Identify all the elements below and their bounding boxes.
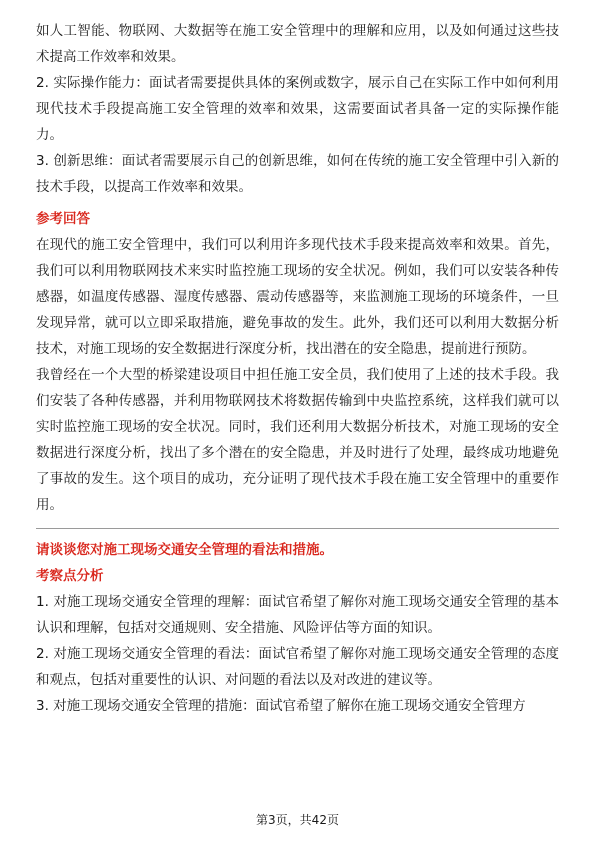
reference-heading: 参考回答 xyxy=(36,211,90,227)
intro-paragraph: 3. 创新思维：面试者需要展示自己的创新思维，如何在传统的施工安全管理中引入新的技术手段，以提高工作效率和效果。 xyxy=(36,153,559,195)
intro-paragraph: 2. 实际操作能力：面试者需要提供具体的案例或数字，展示自己在实际工作中如何利用现代技术手段提高施工安全管理的效率和效果，这需要面试者具备一定的实际操作能力。 xyxy=(36,75,559,143)
question-title: 请谈谈您对施工现场交通安全管理的看法和措施。 xyxy=(36,542,333,558)
analysis-item: 2. 对施工现场交通安全管理的看法：面试官希望了解你对施工现场交通安全管理的态度和观点，包括对重要性的认识、对问题的看法以及对改进的建议等。 xyxy=(36,646,559,688)
page-content xyxy=(36,18,559,719)
analysis-item: 1. 对施工现场交通安全管理的理解：面试官希望了解你对施工现场交通安全管理的基本认识和理解，包括对交通规则、安全措施、风险评估等方面的知识。 xyxy=(36,594,559,636)
analysis-heading: 考察点分析 xyxy=(36,568,104,584)
reference-paragraph: 在现代的施工安全管理中，我们可以利用许多现代技术手段来提高效率和效果。首先，我们可以利用物联网技术来实时监控施工现场的安全状况。例如，我们可以安装各种传感器，如温度传感器、湿度传感器、震动传感器等，来监测施工现场的环境条件，一旦发现异常，就可以立即采取措施，避免事故的发生。此外，我们还可以利用大数据分析技术，对施工现场的安全数据进行深度分析，找出潜在的安全隐患，提前进行预防。 xyxy=(36,237,559,357)
section-divider xyxy=(36,528,559,529)
reference-paragraph: 我曾经在一个大型的桥梁建设项目中担任施工安全员，我们使用了上述的技术手段。我们安装了各种传感器，并利用物联网技术将数据传输到中央监控系统，这样我们就可以实时监控施工现场的安全状况。同时，我们还利用大数据分析技术，对施工现场的安全数据进行深度分析，找出了多个潜在的安全隐患，并及时进行了处理，最终成功地避免了事故的发生。这个项目的成功，充分证明了现代技术手段在施工安全管理中的重要作用。 xyxy=(36,367,559,513)
intro-paragraph: 如人工智能、物联网、大数据等在施工安全管理中的理解和应用，以及如何通过这些技术提高工作效率和效果。 xyxy=(36,23,559,65)
page-footer: 第3页，共42页 xyxy=(256,813,339,827)
intro-section xyxy=(36,18,559,200)
analysis-item: 3. 对施工现场交通安全管理的措施：面试官希望了解你在施工现场交通安全管理方 xyxy=(36,698,526,714)
